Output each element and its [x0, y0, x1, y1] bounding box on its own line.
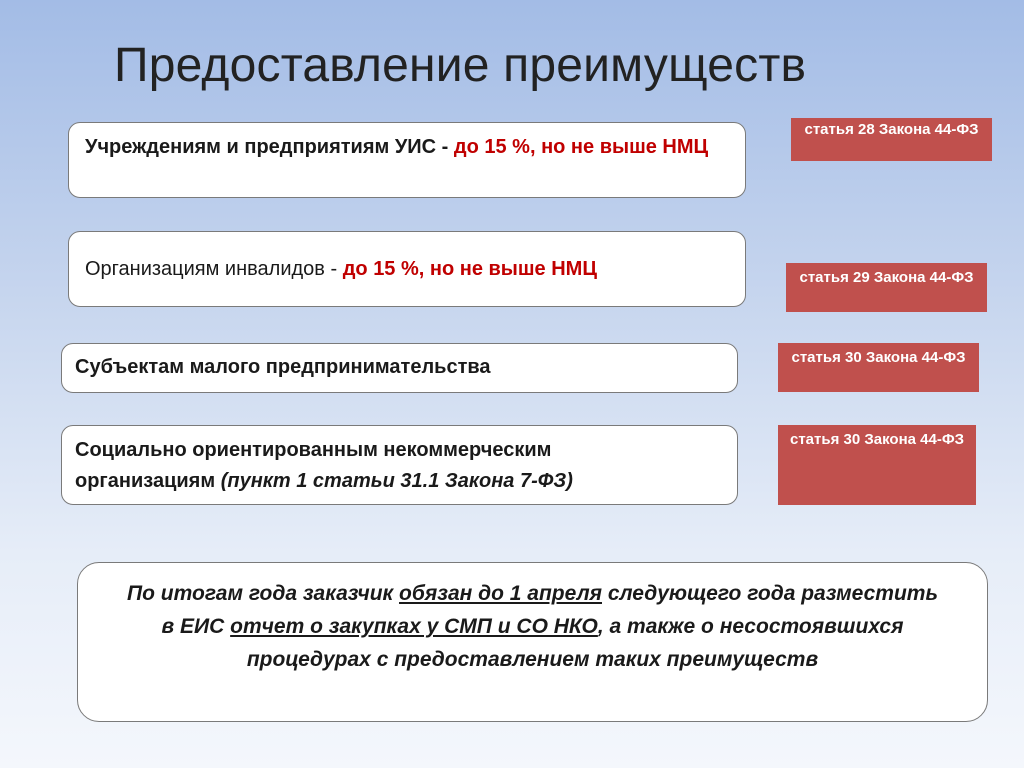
- summary-text: По итогам года заказчик: [127, 582, 400, 605]
- benefit-limit: до 15 %, но не выше НМЦ: [453, 136, 709, 158]
- law-reference-badge: статья 30 Закона 44-ФЗ: [778, 425, 976, 505]
- legal-basis-note: (пункт 1 статьи 31.1 Закона 7-ФЗ): [220, 470, 573, 492]
- benefit-box-uis: [68, 122, 746, 198]
- slide-title: Предоставление преимуществ: [114, 39, 807, 92]
- benefit-recipient: Социально ориентированным некоммерческим организациям: [75, 439, 552, 492]
- benefit-recipient: Субъектам малого предпринимательства: [75, 356, 491, 378]
- benefit-box-disabled-orgs: [68, 231, 746, 307]
- benefit-box-nko: [61, 425, 738, 505]
- deadline-underlined: обязан до 1 апреля: [399, 582, 602, 605]
- benefit-box-small-business: [61, 343, 738, 393]
- law-reference-badge: статья 30 Закона 44-ФЗ: [778, 343, 979, 392]
- benefit-limit: до 15 %, но не выше НМЦ: [342, 258, 597, 280]
- law-reference-badge: статья 29 Закона 44-ФЗ: [786, 263, 987, 312]
- benefit-recipient: Организациям инвалидов -: [85, 258, 343, 280]
- benefit-recipient: Учреждениям и предприятиям УИС -: [85, 136, 454, 158]
- law-reference-badge: статья 28 Закона 44-ФЗ: [791, 118, 992, 161]
- summary-text: следующего года разместить в ЕИС: [161, 582, 938, 638]
- annual-report-note: [77, 562, 988, 722]
- report-underlined: отчет о закупках у СМП и СО НКО: [230, 615, 598, 638]
- summary-text: , а также о несостоявшихся процедурах с предоставлением таких преимуществ: [246, 615, 904, 671]
